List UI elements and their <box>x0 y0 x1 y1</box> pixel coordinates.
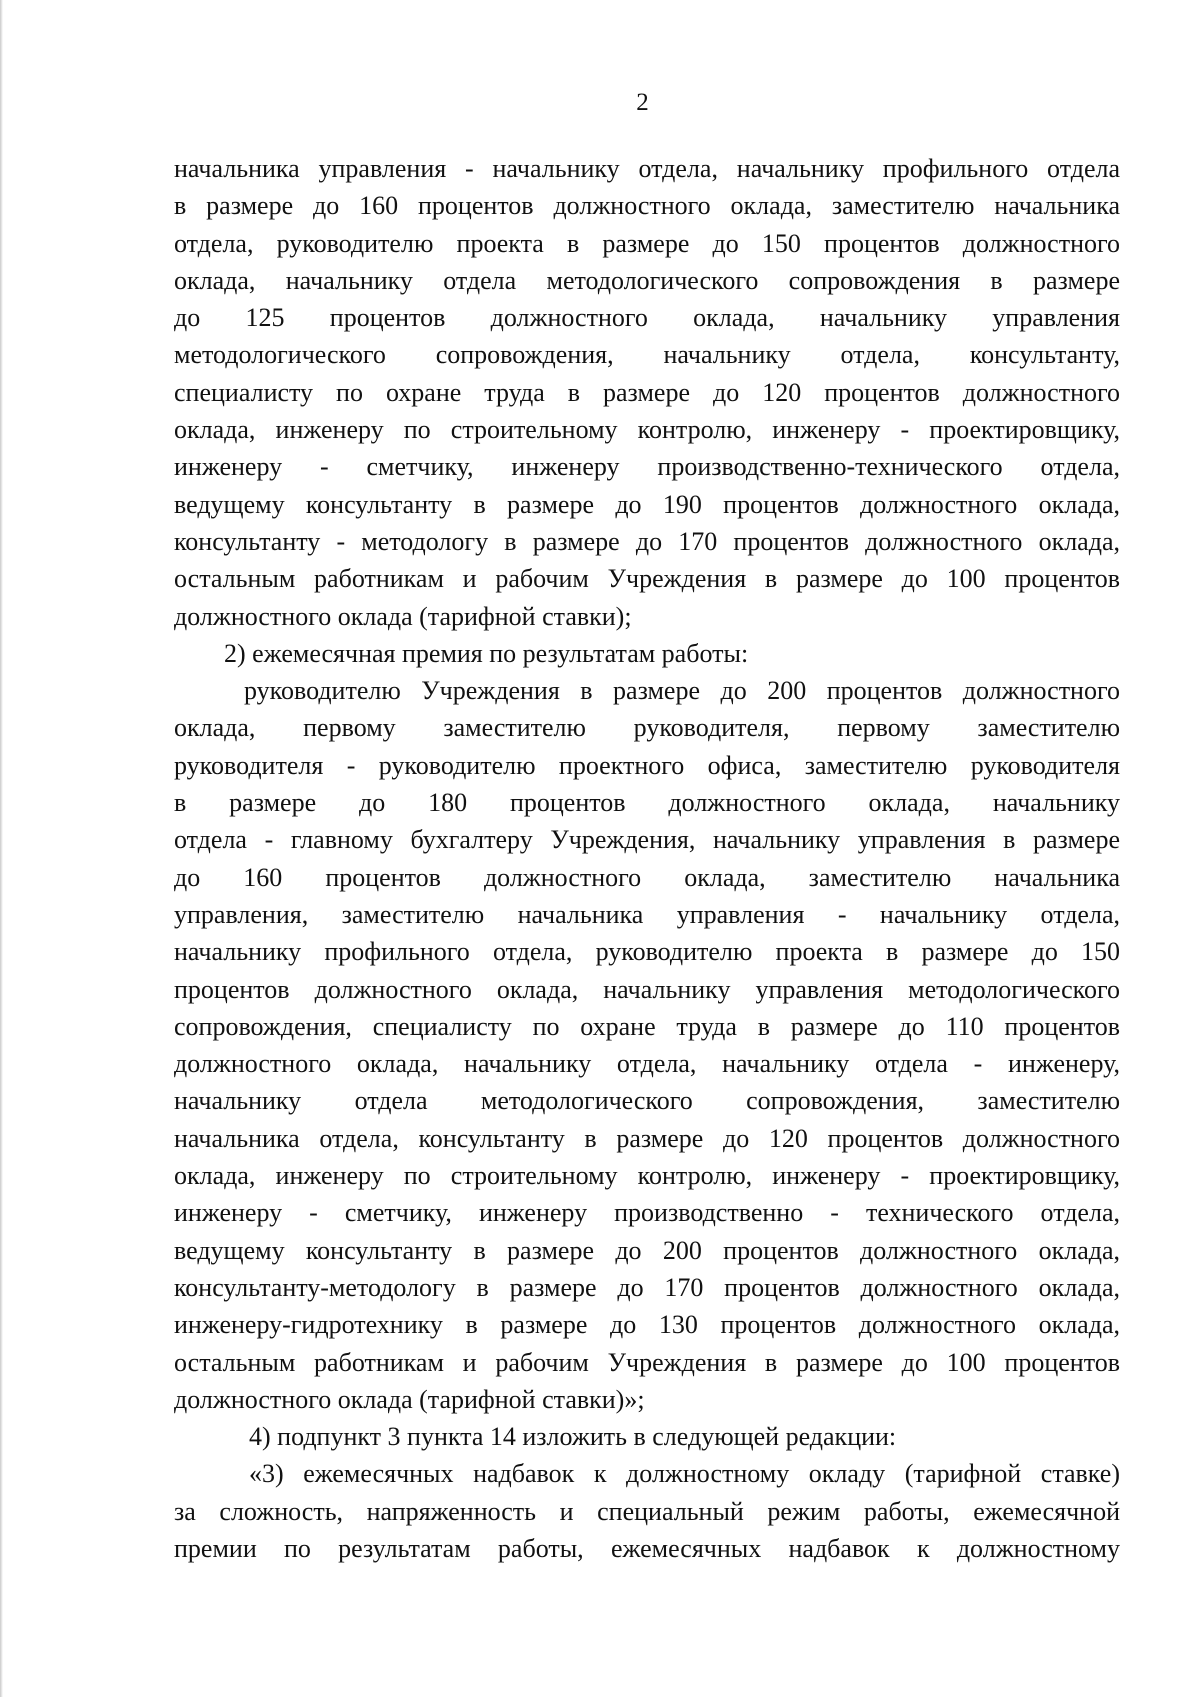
scan-edge-shadow <box>0 0 3 1697</box>
text-line: должностного оклада (тарифной ставки); <box>174 601 632 631</box>
text-line: до 125 процентов должностного оклада, начальнику управления <box>174 303 1120 333</box>
text-line: оклада, первому заместителю руководителя, первому заместителю <box>174 713 1120 743</box>
text-line: методологического сопровождения, начальнику отдела, консультанту, <box>174 340 1120 370</box>
text-line: за сложность, напряженность и специальный режим работы, ежемесячной <box>174 1496 1120 1526</box>
text-line: руководителя - руководителю проектного офиса, заместителю руководителя <box>174 750 1120 780</box>
text-line: начальника отдела, консультанту в размере до 120 процентов должностного <box>174 1123 1120 1153</box>
page-number: 2 <box>636 89 649 116</box>
text-line: оклада, начальнику отдела методологического сопровождения в размере <box>174 265 1120 295</box>
text-line: специалисту по охране труда в размере до 120 процентов должностного <box>174 377 1120 407</box>
text-line: ведущему консультанту в размере до 190 процентов должностного оклада, <box>174 489 1120 519</box>
text-line: начальнику отдела методологического сопровождения, заместителю <box>174 1086 1120 1116</box>
text-line: должностного оклада (тарифной ставки)»; <box>174 1384 645 1414</box>
text-line: «3) ежемесячных надбавок к должностному окладу (тарифной ставке) <box>249 1459 1120 1489</box>
text-line: остальным работникам и рабочим Учреждения в размере до 100 процентов <box>174 1347 1120 1377</box>
text-line: инженеру-гидротехнику в размере до 130 процентов должностного оклада, <box>174 1310 1120 1340</box>
text-line: начальнику профильного отдела, руководителю проекта в размере до 150 <box>174 937 1120 967</box>
text-line: отдела - главному бухгалтеру Учреждения, начальнику управления в размере <box>174 825 1120 855</box>
text-line: 4) подпункт 3 пункта 14 изложить в следующей редакции: <box>249 1422 897 1452</box>
text-line: управления, заместителю начальника управления - начальнику отдела, <box>174 899 1120 929</box>
text-line: до 160 процентов должностного оклада, заместителю начальника <box>174 862 1120 892</box>
text-line: консультанту-методологу в размере до 170 процентов должностного оклада, <box>174 1272 1120 1302</box>
text-line: руководителю Учреждения в размере до 200 процентов должностного <box>244 676 1120 706</box>
text-line: в размере до 180 процентов должностного оклада, начальнику <box>174 788 1120 818</box>
text-line: оклада, инженеру по строительному контролю, инженеру - проектировщику, <box>174 1161 1120 1191</box>
text-line: сопровождения, специалисту по охране труда в размере до 110 процентов <box>174 1011 1120 1041</box>
text-line: консультанту - методологу в размере до 170 процентов должностного оклада, <box>174 526 1120 556</box>
text-line: премии по результатам работы, ежемесячных надбавок к должностному <box>174 1533 1120 1563</box>
text-line: должностного оклада, начальнику отдела, начальнику отдела - инженеру, <box>174 1049 1120 1079</box>
text-line: отдела, руководителю проекта в размере до 150 процентов должностного <box>174 228 1120 258</box>
body-text <box>174 150 1120 1567</box>
text-line: 2) ежемесячная премия по результатам работы: <box>224 638 749 668</box>
text-line: остальным работникам и рабочим Учреждения в размере до 100 процентов <box>174 564 1120 594</box>
text-line: в размере до 160 процентов должностного оклада, заместителю начальника <box>174 191 1120 221</box>
text-line: ведущему консультанту в размере до 200 процентов должностного оклада, <box>174 1235 1120 1265</box>
text-line: инженеру - сметчику, инженеру производственно - технического отдела, <box>174 1198 1120 1228</box>
text-line: начальника управления - начальнику отдела, начальнику профильного отдела <box>174 154 1120 183</box>
text-line: инженеру - сметчику, инженеру производственно-технического отдела, <box>174 452 1120 482</box>
text-line: процентов должностного оклада, начальнику управления методологического <box>174 974 1120 1004</box>
text-line: оклада, инженеру по строительному контролю, инженеру - проектировщику, <box>174 415 1120 445</box>
